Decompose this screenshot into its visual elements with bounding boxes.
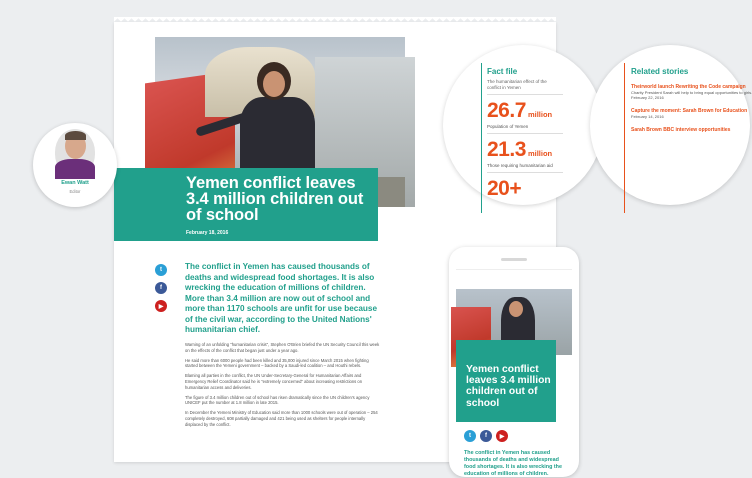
mobile-facebook-icon[interactable]: f (480, 430, 492, 442)
twitter-share-icon[interactable]: t (155, 264, 167, 276)
mobile-youtube-icon[interactable]: ▶ (496, 430, 508, 442)
related-story-date: February 14, 2016 (631, 114, 664, 119)
article-body (185, 342, 380, 432)
body-paragraph: Warning of an unfolding "humanitarian crisis", Stephen O'Brien briefed the UN Security Council this week on the effects of the conflict that began just under a year ago. (185, 342, 380, 353)
related-story-excerpt: Charity President Sarah will help to bring equal opportunities to girls. (631, 90, 752, 95)
youtube-share-icon[interactable]: ▶ (155, 300, 167, 312)
mobile-phone-mockup (449, 247, 579, 477)
related-story-link[interactable]: Sarah Brown BBC interview opportunities (631, 127, 731, 133)
mobile-screen (456, 269, 572, 477)
body-paragraph: The figure of 3.4 million children out of school has risen dramatically since the UN children's agency UNICEF put the number at 1.8 million in late 2015. (185, 394, 370, 406)
fact-value: 21.3 million (487, 138, 553, 161)
title-panel (114, 168, 378, 241)
article-date: February 18, 2016 (186, 230, 229, 236)
author-bubble[interactable] (33, 123, 117, 207)
related-story-date: February 22, 2016 (631, 95, 664, 100)
phone-speaker (501, 258, 527, 261)
mobile-twitter-icon[interactable]: t (464, 430, 476, 442)
fact-value: 20+ (487, 177, 522, 200)
author-name: Ewan Watt (61, 180, 89, 186)
fact-caption: Population of Yemen (487, 124, 529, 129)
mobile-article-title: Yemen conflict leaves 3.4 million children out of school (456, 340, 556, 422)
fact-value: 26.7 million (487, 99, 553, 122)
body-paragraph: He said more than 6000 people had been killed and 35,000 injured since March 2015 when fighting started between the Yemeni government – backed by a Saudi-led coalition – and Houthi rebels. (185, 357, 369, 369)
author-avatar (55, 129, 95, 175)
fact-file-bubble (443, 45, 603, 205)
related-stories-bubble (590, 45, 750, 205)
author-role: Editor (69, 189, 81, 194)
related-heading: Related stories (631, 67, 689, 76)
article-lede: The conflict in Yemen has caused thousands of deaths and widespread food shortages. It is also wrecking the education of millions of children. More than 3.4 million are now out of school and more than 1170 schools are unfit for use because of the civil war, according to the United Nations' humanitarian chief. (185, 262, 378, 334)
mobile-article-lede: The conflict in Yemen has caused thousands of deaths and widespread food shortages. It is also wrecking the education of millions of children. (464, 450, 562, 477)
related-story-link[interactable]: Theirworld launch Rewriting the Code campaign (631, 84, 746, 90)
fact-caption: Those requiring humanitarian aid (487, 163, 553, 168)
facebook-share-icon[interactable]: f (155, 282, 167, 294)
body-paragraph: Blaming all parties in the conflict, the UN Under-Secretary-General for Humanitarian Affairs and Emergency Relief Coordinator said he is "extremely concerned" about increasing restrictions on humanitarian access and deliveries. (185, 373, 363, 390)
body-paragraph: In December the Yemeni Ministry of Education said more than 1000 schools were out of operation – 254 completely destroyed, 608 partially damaged and 421 being used as shelters for people internally displaced by the conflict. (185, 410, 378, 427)
related-story-link[interactable]: Capture the moment: Sarah Brown for Education (631, 108, 748, 114)
article-title: Yemen conflict leaves 3.4 million children out of school (186, 174, 364, 224)
fact-file-heading: Fact file (487, 67, 518, 76)
fact-file-subheading: The humanitarian effect of the conflict in Yemen (487, 79, 547, 90)
